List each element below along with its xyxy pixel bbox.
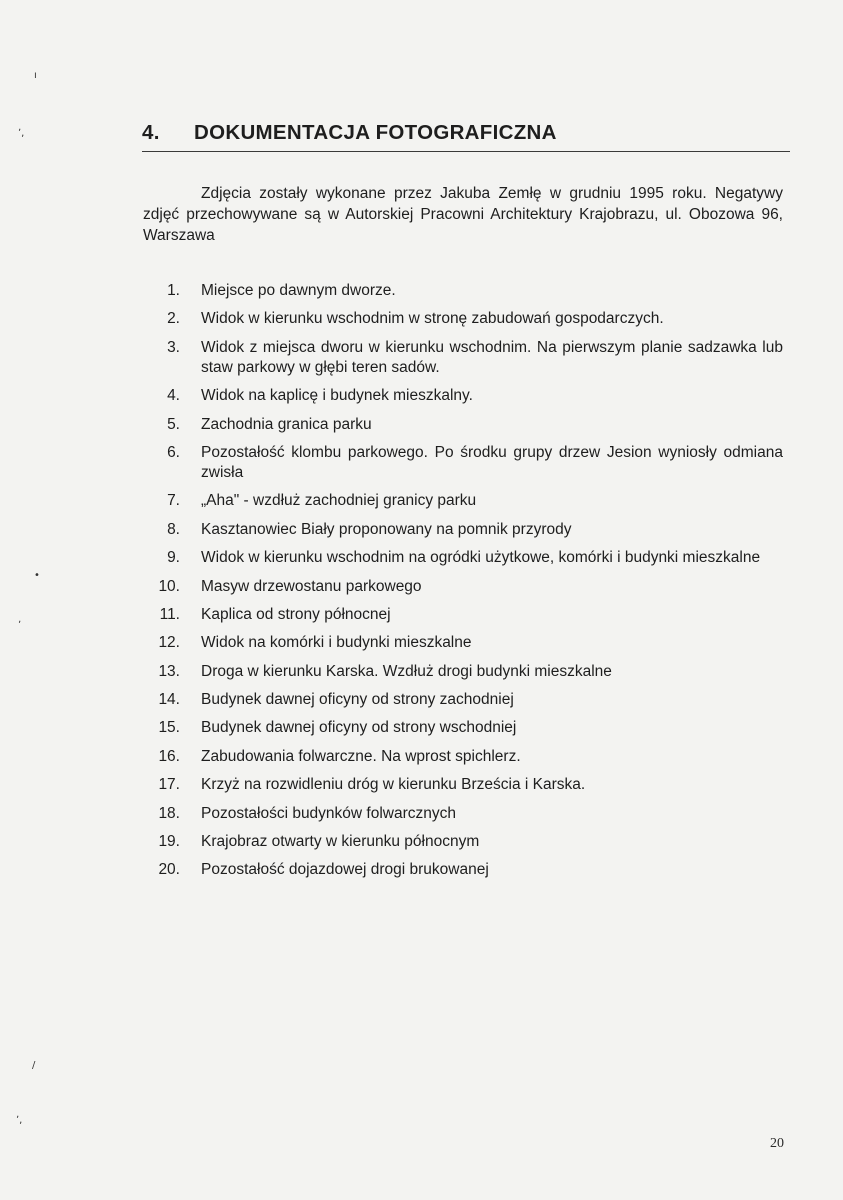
list-item-text: Krajobraz otwarty w kierunku północnym xyxy=(201,833,480,851)
list-item-number: 3. xyxy=(167,338,180,356)
list-item xyxy=(150,775,790,795)
list-item-text: Masyw drzewostanu parkowego xyxy=(201,577,422,595)
list-item-number: 5. xyxy=(167,415,180,433)
list-item-text: Zachodnia granica parku xyxy=(201,415,372,433)
section-title: DOKUMENTACJA FOTOGRAFICZNA xyxy=(194,121,557,144)
list-item xyxy=(150,338,790,378)
list-item-number: 2. xyxy=(167,310,180,328)
list-item xyxy=(150,309,790,329)
scan-mark: • xyxy=(34,570,40,581)
list-item-number: 4. xyxy=(167,387,180,405)
list-item-number: 9. xyxy=(167,549,180,567)
list-item xyxy=(150,520,790,540)
list-item xyxy=(150,633,790,653)
list-item-text: Zabudowania folwarczne. Na wprost spichlerz. xyxy=(201,747,521,765)
scan-mark: / xyxy=(32,1060,36,1071)
list-item-text: Droga w kierunku Karska. Wzdłuż drogi budynki mieszkalne xyxy=(201,662,612,680)
list-item-number: 6. xyxy=(167,443,180,461)
list-item xyxy=(150,577,790,597)
list-item-number: 19. xyxy=(158,833,180,851)
list-item-number: 7. xyxy=(167,492,180,510)
list-item xyxy=(150,718,790,738)
list-item xyxy=(150,443,790,483)
list-item xyxy=(150,690,790,710)
list-item xyxy=(150,860,790,880)
list-item-number: 12. xyxy=(158,634,180,652)
list-item-text: Pozostałość klombu parkowego. Po środku grupy drzew Jesion wyniosły odmiana zwisła xyxy=(201,443,783,481)
list-item-number: 16. xyxy=(158,747,180,765)
list-item-text: Budynek dawnej oficyny od strony wschodniej xyxy=(201,719,517,737)
list-item xyxy=(150,281,790,301)
list-item-text: Widok w kierunku wschodnim na ogródki użytkowe, komórki i budynki mieszkalne xyxy=(201,549,761,567)
list-item xyxy=(150,605,790,625)
scan-mark: ʼ, xyxy=(18,128,25,139)
list-item-text: Widok na komórki i budynki mieszkalne xyxy=(201,634,472,652)
list-item-number: 1. xyxy=(167,282,180,299)
list-item-number: 15. xyxy=(158,719,180,737)
list-item-text: „Aha" - wzdłuż zachodniej granicy parku xyxy=(201,492,477,510)
list-item-text: Miejsce po dawnym dworze. xyxy=(201,282,396,299)
list-item xyxy=(150,386,790,406)
list-item xyxy=(150,548,790,568)
scan-mark: ı xyxy=(34,70,37,81)
list-item xyxy=(150,747,790,767)
intro-paragraph xyxy=(143,183,783,246)
list-item-text: Krzyż na rozwidleniu dróg w kierunku Brześcia i Karska. xyxy=(201,776,586,794)
list-item-number: 17. xyxy=(158,776,180,794)
list-item-text: Budynek dawnej oficyny od strony zachodniej xyxy=(201,691,514,709)
list-item-text: Widok na kaplicę i budynek mieszkalny. xyxy=(201,387,473,405)
list-item-number: 14. xyxy=(158,691,180,709)
page-number: 20 xyxy=(770,1136,784,1151)
list-item xyxy=(150,491,790,511)
intro-text: Zdjęcia zostały wykonane przez Jakuba Zemłę w grudniu 1995 roku. Negatywy zdjęć przechowywane są w Autorskiej Pracowni Architektury Krajobrazu, ul. Obozowa 96, Warszawa xyxy=(143,185,783,244)
list-item xyxy=(150,832,790,852)
photo-list xyxy=(150,281,790,889)
list-item-text: Kaplica od strony północnej xyxy=(201,605,391,623)
scan-mark: ʼ, xyxy=(16,1115,23,1126)
list-item-number: 10. xyxy=(158,577,180,595)
list-item-text: Pozostałość dojazdowej drogi brukowanej xyxy=(201,861,489,879)
list-item xyxy=(150,662,790,682)
list-item-number: 18. xyxy=(158,804,180,822)
section-heading xyxy=(142,121,790,152)
list-item xyxy=(150,415,790,435)
list-item-number: 20. xyxy=(158,861,180,879)
section-number: 4. xyxy=(142,121,160,144)
scan-mark: ʼ xyxy=(18,620,22,631)
list-item-text: Pozostałości budynków folwarcznych xyxy=(201,804,457,822)
list-item-text: Kasztanowiec Biały proponowany na pomnik przyrody xyxy=(201,520,572,538)
list-item-number: 11. xyxy=(159,605,180,623)
list-item-number: 13. xyxy=(158,662,180,680)
list-item-text: Widok w kierunku wschodnim w stronę zabudowań gospodarczych. xyxy=(201,310,664,328)
list-item xyxy=(150,804,790,824)
list-item-number: 8. xyxy=(167,520,180,538)
list-item-text: Widok z miejsca dworu w kierunku wschodnim. Na pierwszym planie sadzawka lub staw parkowy w głębi teren sadów. xyxy=(201,338,783,376)
